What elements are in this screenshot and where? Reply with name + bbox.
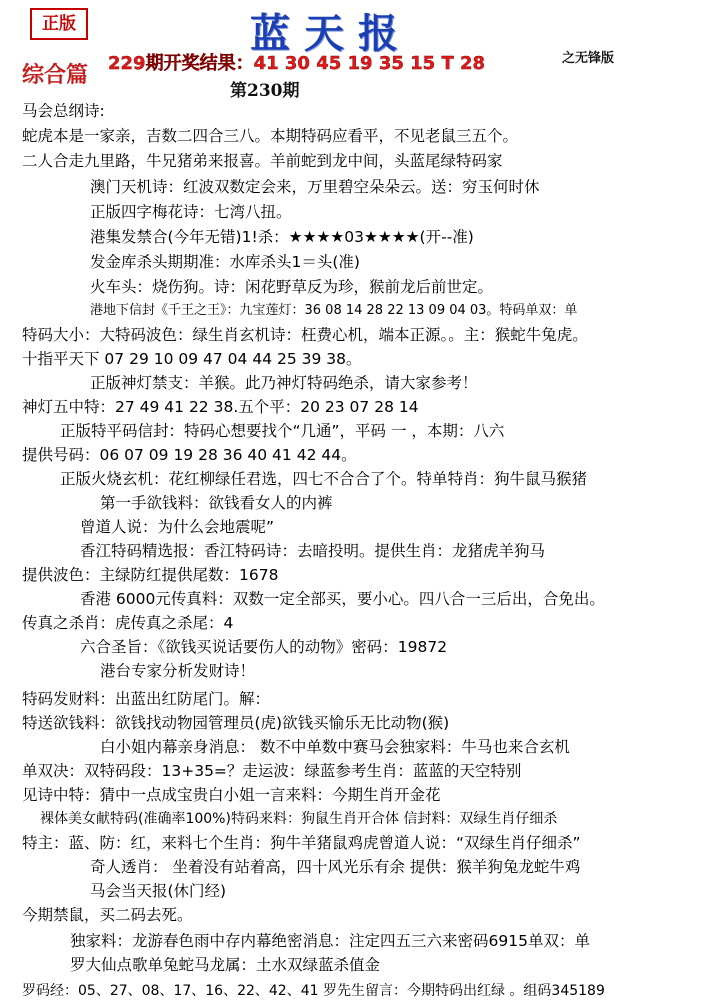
text-line-19: 香江特码精选报：香江特码诗：去暗投明。提供生肖：龙猪虎羊狗马 [80, 542, 546, 560]
issue-number: 第230期 [230, 81, 300, 101]
text-line-2: 蛇虎本是一家亲，吉数二四合三八。本期特码应看平，不见老鼠三五个。 [22, 127, 519, 145]
edition-badge: 正版 [30, 8, 88, 40]
text-line-16: 正版火烧玄机：花红柳绿任君选，四七不合合了个。特单特肖：狗牛鼠马猴猪 [60, 470, 588, 488]
text-line-24: 港台专家分析发财诗！ [100, 662, 256, 680]
text-line-13: 神灯五中特：27 49 41 22 38.五个平：20 23 07 28 14 [22, 398, 419, 416]
text-line-3: 二人合走九里路，牛兄猪弟来报喜。羊前蛇到龙中间，头蓝尾绿特码家 [22, 152, 503, 170]
edition-label: 之无锋版 [562, 51, 615, 66]
text-line-23: 六合圣旨：《欲钱买说话要伤人的动物》密码：19872 [80, 638, 448, 656]
text-line-7: 发金库杀头期期准：水库杀头1＝头(准) [90, 253, 360, 271]
text-line-6: 港集发禁合(今年无错)1!杀：★★★★03★★★★(开--准) [90, 228, 474, 246]
text-line-31: 特主：蓝、防：红，来料七个生肖：狗牛羊猪鼠鸡虎曾道人说：“双绿生肖仔细杀” [22, 834, 581, 852]
text-line-18: 曾道人说：为什么会地震呢” [80, 518, 275, 536]
text-line-37: 罗码经：05、27、08、17、16、22、42、41 罗先生留言：今期特码出红绿 。组码345189 [22, 983, 605, 999]
newspaper-title: 蓝天报 [250, 10, 412, 57]
text-line-1: 马会总纲诗: [22, 102, 105, 120]
text-line-12: 正版神灯禁支：羊猴。此乃神灯特码绝杀，请大家参考！ [90, 374, 478, 392]
text-line-28: 单双决：双特码段：13+35=？走运波：绿蓝参考生肖：蓝蓝的天空特别 [22, 762, 522, 780]
text-line-29: 见诗中特：猜中一点成宝贵白小姐一言来料：今期生肖开金花 [22, 786, 441, 804]
text-line-10: 特码大小：大特码波色：绿生肖玄机诗：枉费心机，端本正源。。主：猴蛇牛兔虎。 [22, 326, 588, 344]
text-line-20: 提供波色：主绿防红提供尾数：1678 [22, 566, 279, 584]
text-line-30: 裸体美女献特码(准确率100%)特码来料：狗鼠生肖开合体 信封料：双绿生肖仔细杀 [40, 811, 558, 827]
text-line-11: 十指平天下 07 29 10 09 47 04 44 25 39 38。 [22, 350, 362, 368]
text-line-14: 正版特平码信封：特码心想要找个“几通”，平码 一 ，本期：八六 [60, 422, 505, 440]
text-line-5: 正版四字梅花诗：七湾八扭。 [90, 203, 292, 221]
text-line-27: 白小姐内幕亲身消息： 数不中单数中赛马会独家料：牛马也来合玄机 [100, 738, 570, 756]
text-line-17: 第一手欲钱料：欲钱看女人的内裤 [100, 494, 333, 512]
text-line-26: 特送欲钱料：欲钱找动物园管理员(虎)欲钱买愉乐无比动物(猴) [22, 714, 450, 732]
category-label: 综合篇 [22, 62, 89, 88]
text-line-25: 特码发财料：出蓝出红防尾门。解： [22, 690, 271, 708]
text-line-35: 独家料：龙游春色雨中存内幕绝密消息：注定四五三六来密码6915单双：单 [70, 932, 590, 950]
text-line-34: 今期禁鼠，买二码去死。 [22, 906, 193, 924]
text-line-21: 香港 6000元传真料：双数一定全部买，要小心。四八合一三后出，合免出。 [80, 590, 605, 608]
text-line-36: 罗大仙点歌单兔蛇马龙属：土水双绿蓝杀值金 [70, 956, 381, 974]
text-line-22: 传真之杀肖：虎传真之杀尾：4 [22, 614, 234, 632]
text-line-4: 澳门天机诗：红波双数定会来，万里碧空朵朵云。送：穷玉何时休 [90, 178, 540, 196]
draw-result-banner: 229期开奖结果：41 30 45 19 35 15 T 28 [108, 53, 486, 74]
text-line-33: 马会当天报(休门经) [90, 882, 227, 900]
text-line-15: 提供号码：06 07 09 19 28 36 40 41 42 44。 [22, 446, 357, 464]
text-line-9: 港地下信封《千王之王》：九宝莲灯：36 08 14 28 22 13 09 04 03。特码单双：单 [90, 303, 578, 318]
text-line-32: 奇人透肖： 坐着没有站着高，四十风光乐有余 提供：猴羊狗兔龙蛇牛鸡 [90, 858, 581, 876]
text-line-8: 火车头：烧伤狗。诗：闲花野草反为珍，猴前龙后前世定。 [90, 278, 494, 296]
